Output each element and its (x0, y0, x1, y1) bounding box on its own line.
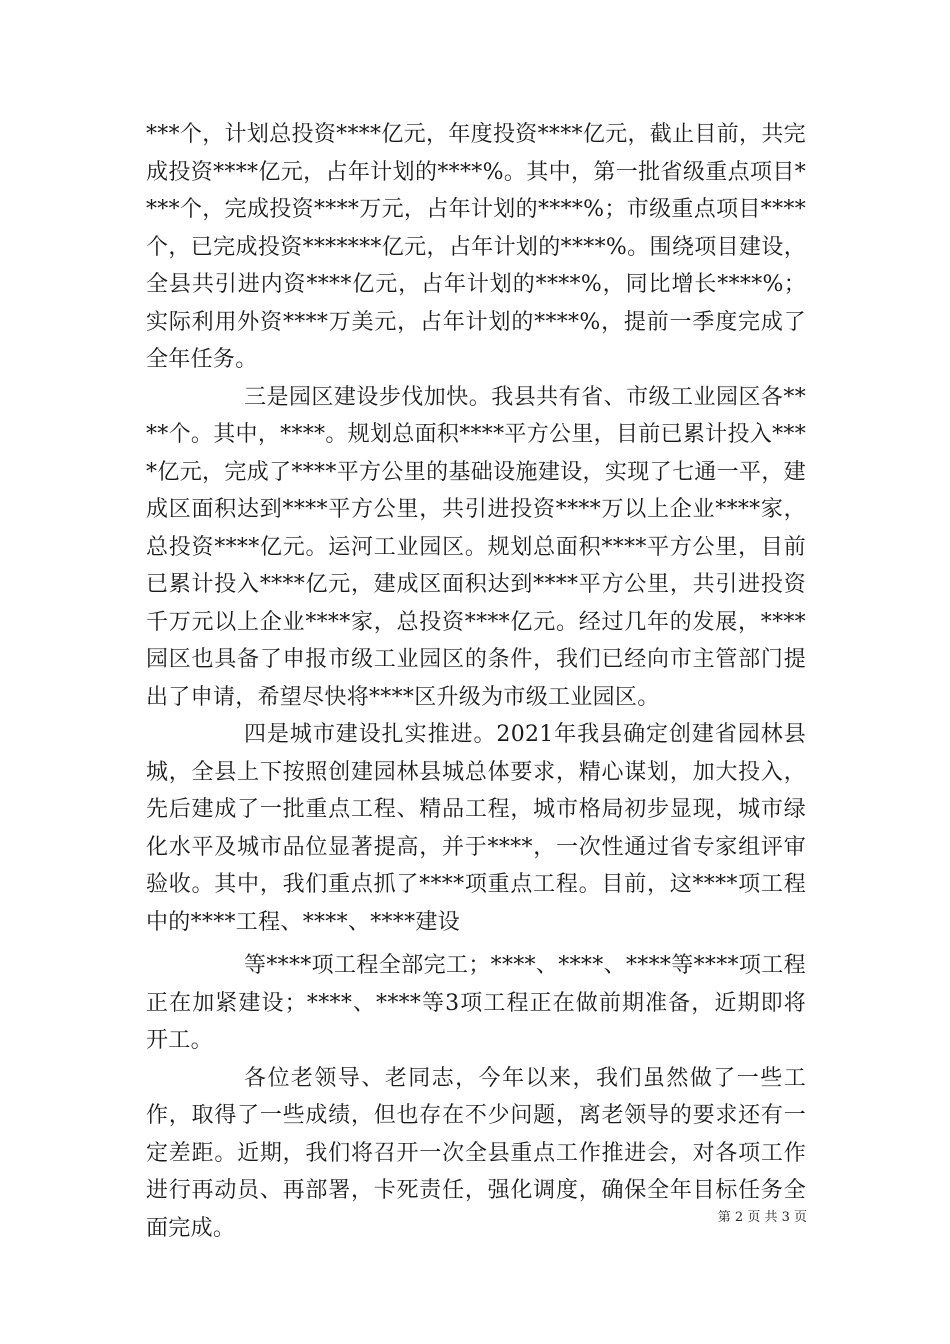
paragraph-urban-construction: 四是城市建设扎实推进。2021年我县确定创建省园林县城，全县上下按照创建园林县城总体要求，精心谋划，加大投入，先后建成了一批重点工程、精品工程，城市格局初步显现，城市绿化水平及城市品位显著提高，并于****，一次性通过省专家组评审验收。其中，我们重点抓了****项重点工程。目前，这****项工程中的****工程、****、****建设 (146, 722, 806, 935)
page-number-footer: 第 2 页 共 3 页 (717, 1210, 807, 1225)
paragraph-closing-remarks: 各位老领导、老同志，今年以来，我们虽然做了一些工作，取得了一些成绩，但也存在不少问题，离老领导的要求还有一定差距。近期，我们将召开一次全县重点工作推进会，对各项工作进行再动员、再部署，卡死责任，强化调度，确保全年目标任务全面完成。 (146, 1065, 806, 1241)
paragraph-urban-construction-continued: 等****项工程全部完工；****、****、****等****项工程正在加紧建设；****、****等3项工程正在做前期准备，近期即将开工。 (146, 953, 806, 1053)
paragraph-project-investment: ***个，计划总投资****亿元，年度投资****亿元，截止目前，共完成投资****亿元，占年计划的****%。其中，第一批省级重点项目****个，完成投资****万元，占年计划的****%；市级重点项目****个，已完成投资*******亿元，占年计划的****%。围绕项目建设，全县共引进内资****亿元，占年计划的****%，同比增长****%；实际利用外资****万美元，占年计划的****%，提前一季度完成了全年任务。 (146, 122, 806, 372)
paragraph-industrial-park: 三是园区建设步伐加快。我县共有省、市级工业园区各****个。其中，****。规划总面积****平方公里，目前已累计投入****亿元，完成了****平方公里的基础设施建设，实现了七通一平，建成区面积达到****平方公里，共引进投资****万以上企业****家，总投资****亿元。运河工业园区。规划总面积****平方公里，目前已累计投入****亿元，建成区面积达到****平方公里，共引进投资千万元以上企业****家，总投资****亿元。经过几年的发展，****园区也具备了申报市级工业园区的条件，我们已经向市主管部门提出了申请，希望尽快将****区升级为市级工业园区。 (146, 384, 806, 710)
body-text (146, 116, 806, 1247)
